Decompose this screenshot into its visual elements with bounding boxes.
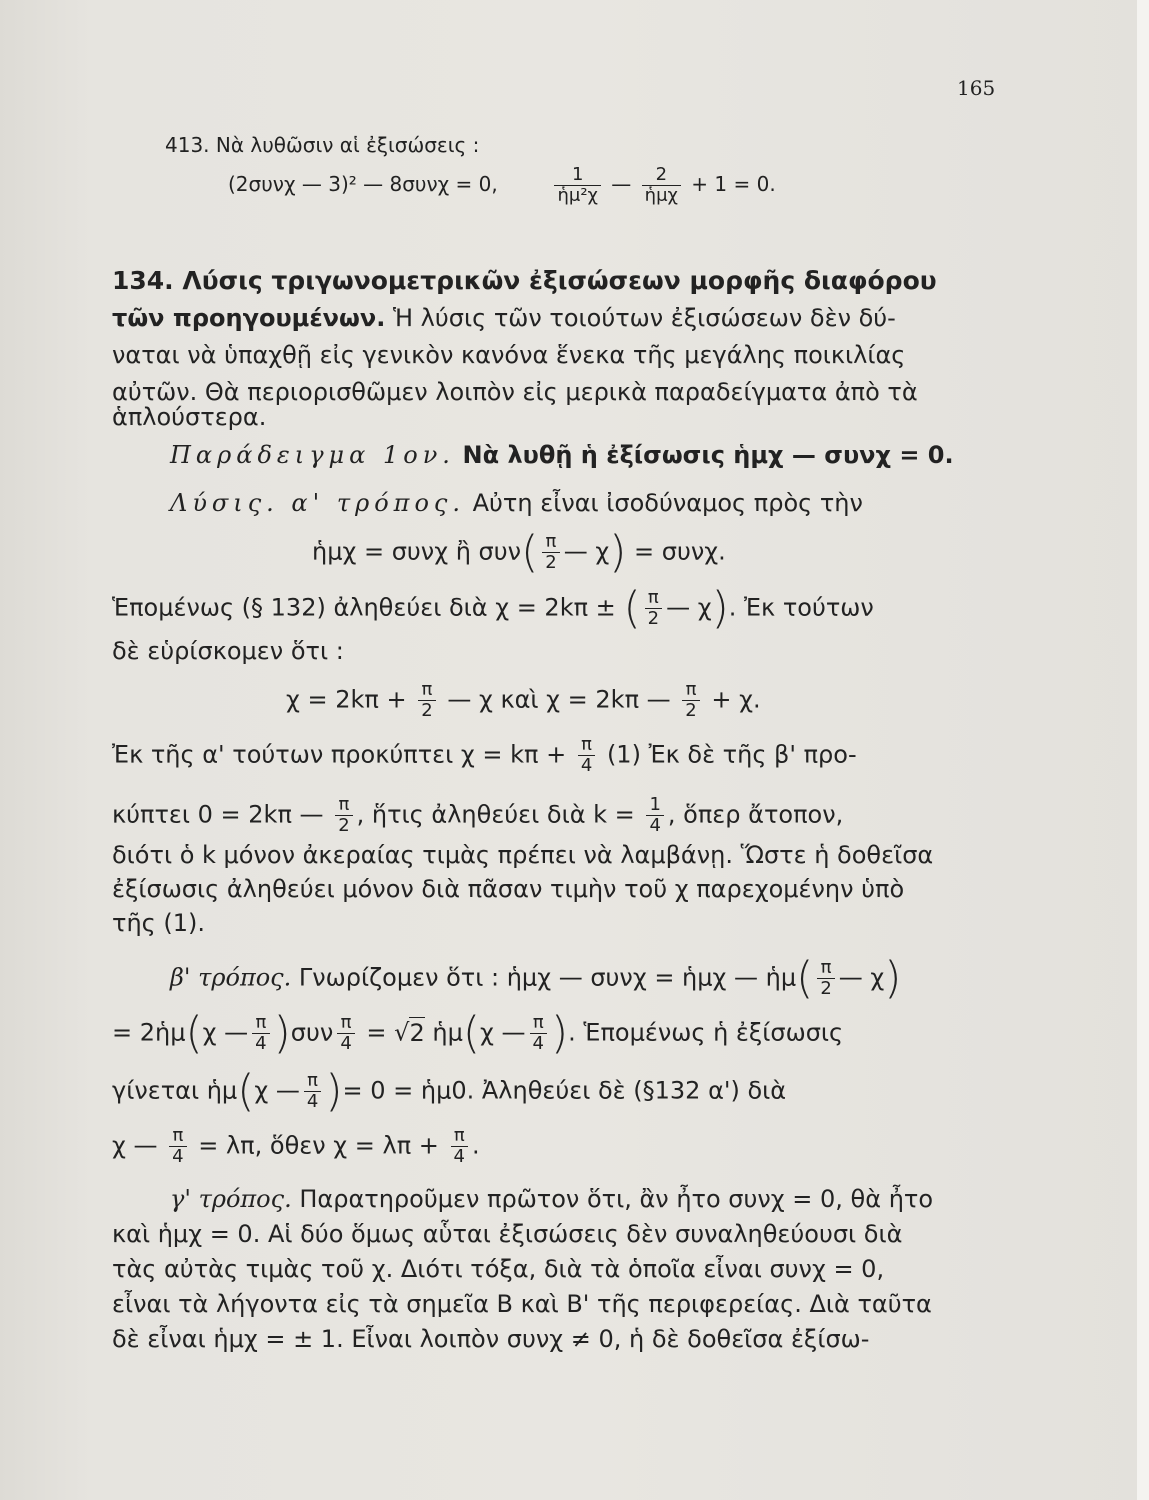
exercise-frac2: $\frac{2}{\text{ἡμχ}}$ — [642, 165, 681, 206]
b-l3-start: γίνεται ἡμ — [112, 1076, 238, 1105]
pi-over-2: $\frac{\pi}{2}$ — [645, 588, 662, 629]
example-heading — [170, 440, 1060, 470]
second-start: κύπτει 0 = 2kπ — — [112, 800, 324, 829]
pi-over-4: $\frac{\pi}{4}$ — [169, 1126, 186, 1167]
sol1-end: + χ. — [711, 685, 761, 714]
page-number: 165 — [957, 76, 996, 100]
solution-a-hence: Ἑπομένως (§ 132) ἀληθεύει διὰ χ = 2kπ ± ( $\frac{\pi}{2}$ — χ). Ἐκ τούτων — [112, 582, 874, 634]
b-l2-syn: συν — [290, 1018, 334, 1047]
solution-c-line5: δὲ εἶναι ἡμχ = ± 1. Εἶναι λοιπὸν συνχ ≠ 0, ἡ δὲ δοθεῖσα ἐξίσω- — [112, 1325, 870, 1353]
pi-over-4: $\frac{\pi}{4}$ — [337, 1013, 354, 1054]
b-l2-x: χ — — [202, 1018, 249, 1047]
example-statement: Νὰ λυθῇ ἡ ἐξίσωσις ἡμχ — συνχ = 0. — [462, 441, 954, 469]
solution-b-line3: γίνεται ἡμ(χ — $\frac{\pi}{4}$ )= 0 = ἡμ0. Ἀληθεύει δὲ (§132 α') διὰ — [112, 1065, 787, 1117]
b-l3-x: χ — — [254, 1076, 300, 1105]
hence-start: Ἑπομένως (§ 132) ἀληθεύει διὰ χ = 2kπ ± — [112, 593, 616, 622]
solution-a-because: διότι ὁ k μόνον ἀκεραίας τιμὰς πρέπει νὰ λαμβάνῃ. Ὥστε ἡ δοθεῖσα — [112, 841, 934, 869]
pi-over-4: $\frac{\pi}{4}$ — [530, 1013, 547, 1054]
solution-a-find: δὲ εὑρίσκομεν ὅτι : — [112, 637, 344, 665]
b-l4-end: . — [471, 1131, 480, 1160]
b-l2-hm: ἡμ — [432, 1018, 463, 1047]
sol1-mid: — χ καὶ χ = 2kπ — — [447, 685, 671, 714]
eq-left: ἡμχ = συνχ ἢ συν — [312, 537, 522, 566]
solution-b-line4 — [112, 1126, 1002, 1167]
page-edge — [1137, 0, 1149, 1500]
solution-a-intro-line — [170, 488, 1060, 518]
solution-c-line2: καὶ ἡμχ = 0. Αἱ δύο ὅμως αὗται ἐξισώσεις δὲν συναληθεύουσι διὰ — [112, 1220, 903, 1248]
pi-over-2: $\frac{\pi}{2}$ — [682, 680, 699, 721]
solution-c-line1 — [170, 1184, 1002, 1214]
eq-minus-x: — χ — [563, 537, 610, 566]
solution-c-line4: εἶναι τὰ λήγοντα εἰς τὰ σημεῖα Β καὶ Β' τῆς περιφερείας. Διὰ ταῦτα — [112, 1290, 932, 1318]
solution-b-label: β' τρόπος. — [170, 963, 292, 992]
first-start: Ἐκ τῆς α' τούτων προκύπτει χ = kπ + — [112, 740, 567, 769]
solution-a-label: Λύσις. α' τρόπος. — [170, 489, 465, 517]
pi-over-2: $\frac{\pi}{2}$ — [418, 680, 435, 721]
one-over-4: $\frac{1}{4}$ — [646, 795, 663, 836]
c-l1: Παρατηροῦμεν πρῶτον ὅτι, ἂν ἦτο συνχ = 0, θὰ ἦτο — [299, 1185, 934, 1213]
exercise-eq2-rest: + 1 = 0. — [691, 172, 776, 196]
b-l2-x: χ — — [480, 1018, 526, 1047]
b-l3-end: = 0 = ἡμ0. Ἀληθεύει δὲ (§132 α') διὰ — [342, 1076, 787, 1105]
pi-over-2: $\frac{\pi}{2}$ — [817, 958, 834, 999]
b-l4-start: χ — — [112, 1131, 158, 1160]
section-text: Ἡ λύσις τῶν τοιούτων ἐξισώσεων δὲν δύ- — [393, 304, 896, 332]
solution-b-line2: = 2ἡμ(χ — $\frac{\pi}{4}$ )συν $\frac{\pi}{4}$ = √2 ἡμ(χ — $\frac{\pi}{4}$ ). Ἑπομένως ἡ ἐξίσωσις — [112, 1007, 844, 1059]
solution-a-second — [112, 795, 1002, 836]
solution-c-line3: τὰς αὐτὰς τιμὰς τοῦ χ. Διότι τόξα, διὰ τὰ ὁποῖα εἶναι συνχ = 0, — [112, 1255, 885, 1283]
b-l2-eq: = — [366, 1018, 387, 1047]
pi-over-4: $\frac{\pi}{4}$ — [252, 1013, 269, 1054]
exercise-minus: — — [611, 172, 632, 196]
pi-over-4: $\frac{\pi}{4}$ — [578, 735, 595, 776]
section-title: 134. Λύσις τριγωνομετρικῶν ἐξισώσεων μορφῆς διαφόρου — [112, 266, 937, 295]
sol1-start: χ = 2kπ + — [286, 685, 407, 714]
pi-over-4: $\frac{\pi}{4}$ — [451, 1126, 468, 1167]
sqrt-2: √2 — [394, 1018, 425, 1047]
solution-b-intro-text: Γνωρίζομεν ὅτι : ἡμχ — συνχ = ἡμχ — ἡμ — [298, 963, 797, 992]
solution-a-eq1: ἡμχ = συνχ ἢ συν( $\frac{\pi}{2}$ — χ) = συνχ. — [312, 526, 726, 578]
b-l2-end: . Ἑπομένως ἡ ἐξίσωσις — [568, 1018, 844, 1047]
first-end: (1) Ἐκ δὲ τῆς β' προ- — [606, 740, 857, 769]
minus-x: — χ — [666, 593, 712, 622]
section-line3: ναται νὰ ὑπαχθῇ εἰς γενικὸν κανόνα ἕνεκα τῆς μεγάλης ποικιλίας — [112, 341, 906, 369]
solution-a-eq-holds: ἐξίσωσις ἀληθεύει μόνον διὰ πᾶσαν τιμὴν τοῦ χ παρεχομένην ὑπὸ — [112, 875, 905, 903]
second-end: , ὅπερ ἄτοπον, — [667, 800, 844, 829]
pi-over-4: $\frac{\pi}{4}$ — [304, 1071, 321, 1112]
solution-a-of: τῆς (1). — [112, 909, 205, 937]
b-l2-start: = 2ἡμ — [112, 1018, 186, 1047]
exercise-label: 413. Νὰ λυθῶσιν αἱ ἐξισώσεις : — [165, 133, 480, 157]
exercise-frac1: $\frac{1}{\text{ἡμ²χ}}$ — [554, 165, 600, 206]
section-title-cont: τῶν προηγουμένων. — [112, 304, 386, 332]
hence-end: . Ἐκ τούτων — [728, 593, 874, 622]
section-line4: αὐτῶν. Θὰ περιορισθῶμεν λοιπὸν εἰς μερικὰ παραδείγματα ἀπὸ τὰ — [112, 378, 918, 406]
pi-over-2: $\frac{\pi}{2}$ — [335, 795, 352, 836]
solution-b-intro: β' τρόπος. Γνωρίζομεν ὅτι : ἡμχ — συνχ = ἡμχ — ἡμ( $\frac{\pi}{2}$ — χ) — [170, 952, 902, 1004]
exercise-eq1: (2συνχ — 3)² — 8συνχ = 0, — [228, 172, 498, 196]
b-l4-mid: = λπ, ὅθεν χ = λπ + — [198, 1131, 439, 1160]
pi-over-2: $\frac{\pi}{2}$ — [542, 532, 559, 573]
section-line5: ἁπλούστερα. — [112, 403, 267, 431]
solution-a-first — [112, 735, 1002, 776]
minus-x: — χ — [838, 963, 885, 992]
solution-a-intro: Αὐτη εἶναι ἰσοδύναμος πρὸς τὴν — [472, 489, 863, 517]
exercise-equations — [228, 165, 928, 206]
second-mid: , ἥτις ἀληθεύει διὰ k = — [356, 800, 635, 829]
solution-a-solutions — [286, 680, 906, 721]
example-label: Παράδειγμα 1ον. — [170, 441, 455, 469]
eq-right: = συνχ. — [634, 537, 726, 566]
solution-c-label: γ' τρόπος. — [170, 1185, 292, 1213]
section-line2 — [112, 303, 1002, 333]
